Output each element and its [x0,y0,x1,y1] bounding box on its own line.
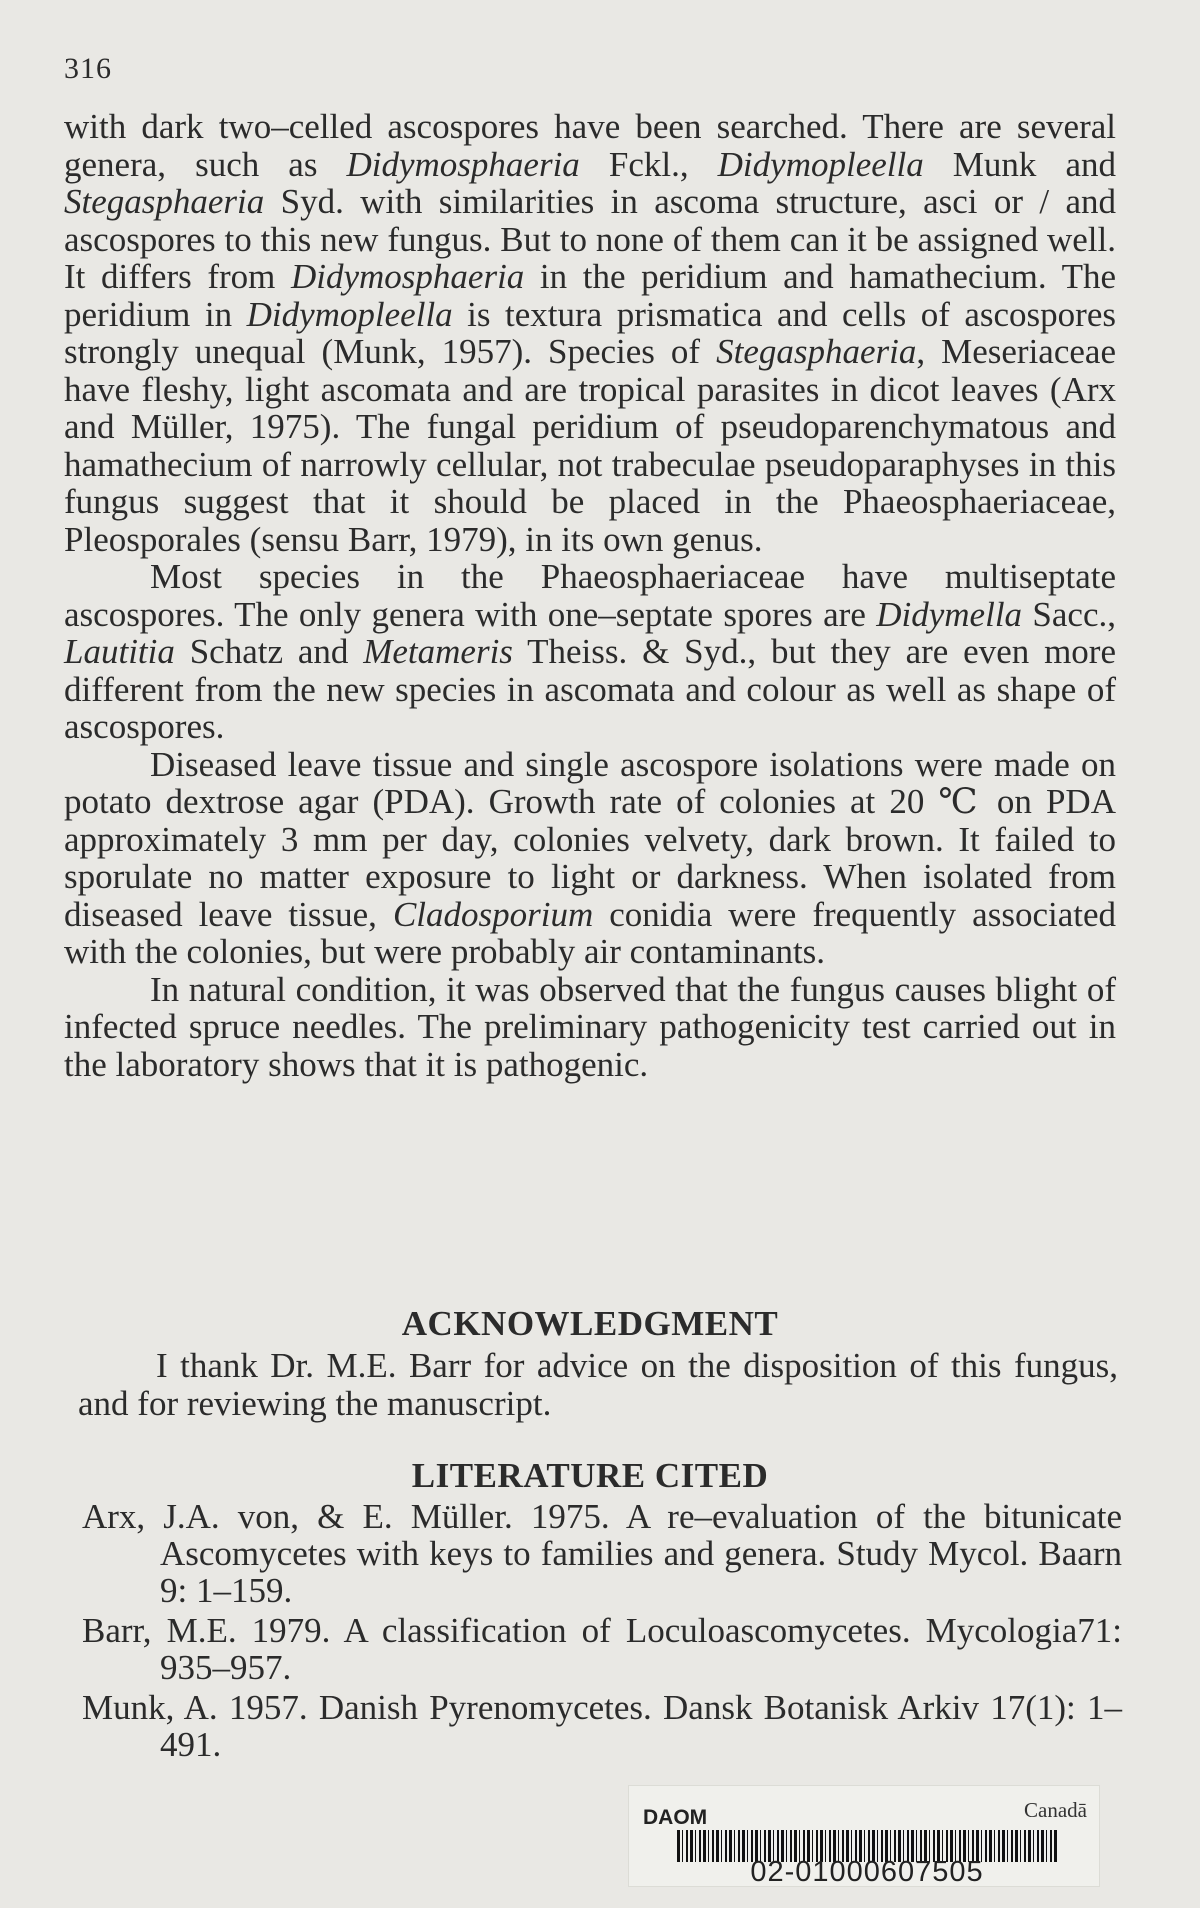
taxon-name: Lautitia [64,632,175,671]
taxon-name: Didymella [876,594,1023,634]
taxon-name: Didymosphaeria [346,144,580,184]
text-run: with dark two–celled ascospores have been searched. There are several genera, such as [64,107,1116,184]
herbarium-barcode-label [628,1785,1100,1887]
text-run: Sacc., [1022,594,1116,634]
text-run: Fckl., [579,144,718,184]
literature-heading: LITERATURE CITED [411,1456,769,1495]
reference-item: Munk, A. 1957. Danish Pyrenomycetes. Dansk Botanisk Arkiv 17(1): 1–491. [82,1688,1122,1764]
text-run: conidia were frequently associated with the colonies, but were probably air contaminants. [64,894,1116,971]
paragraph [64,558,1116,746]
text-run: Diseased leave tissue and single ascospore isolations were made on potato dextrose agar (PDA). Growth rate of colonies at 20 ℃ on PDA approximately 3 mm per day, colonies velvety, dark brown. It failed to sporulate no matter exposure to light or darkness. When isolated from diseased leave tissue, [64,744,1116,934]
taxon-name: Didymosphaeria [291,257,525,296]
text-run: in the peridium and hamathecium. The peridium in [64,257,1116,334]
taxon-name: Didymopleella [246,294,453,334]
paragraph [64,746,1116,971]
text-run: is textura prismatica and cells of ascospores strongly unequal (Munk, 1957). Species of [64,294,1116,371]
taxon-name: Didymopleella [717,144,924,184]
page-number: 316 [64,52,112,85]
text-run: Syd. with similarities in ascoma structure, asci or / and ascospores to this new fungus. But to none of them can it be assigned well. It differs from [64,182,1116,296]
paragraph [64,108,1116,558]
paragraph [64,971,1116,1084]
taxon-name: Metameris [363,632,513,671]
reference-item: Arx, J.A. von, & E. Müller. 1975. A re–evaluation of the bitunicate Ascomycetes with keys to families and genera. Study Mycol. Baarn 9: 1–159. [82,1497,1122,1610]
text-run: Most species in the Phaeosphaeriaceae have multiseptate ascospores. The only genera with one–septate spores are [64,557,1116,634]
reference-list [82,1498,1122,1766]
text-run: Schatz and [174,632,364,671]
taxon-name: Stegasphaeria [64,182,265,221]
text-run: , Meseriaceae have fleshy, light ascomata and are tropical parasites in dicot leaves (Arx and Müller, 1975). The fungal peridium of pseudoparenchymatous and hamathecium of narrowly cellular, not trabeculae pseudoparaphyses in this fungus suggest that it should be placed in the Phaeosphaeriaceae, Pleosporales (sensu Barr, 1979), in its own genus. [64,332,1116,559]
acknowledgment-text: I thank Dr. M.E. Barr for advice on the disposition of this fungus, and for reviewing the manuscript. [78,1346,1118,1423]
acknowledgment-heading: ACKNOWLEDGMENT [401,1304,779,1343]
taxon-name: Stegasphaeria [716,332,917,371]
text-run: In natural condition, it was observed that the fungus causes blight of infected spruce needles. The preliminary pathogenicity test carried out in the laboratory shows that it is pathogenic. [64,969,1116,1084]
canada-wordmark: Canadā [1024,1798,1087,1822]
body-text [64,108,1116,1083]
barcode-number: 02-01000607505 [750,1856,984,1888]
taxon-name: Cladosporium [392,894,594,934]
herbarium-label: DAOM [643,1806,708,1829]
reference-item: Barr, M.E. 1979. A classification of Loculoascomycetes. Mycologia71: 935–957. [82,1611,1122,1687]
text-run: Munk and [923,144,1116,184]
text-run: Theiss. & Syd., but they are even more different from the new species in ascomata and colour as well as shape of ascospores. [64,632,1116,746]
